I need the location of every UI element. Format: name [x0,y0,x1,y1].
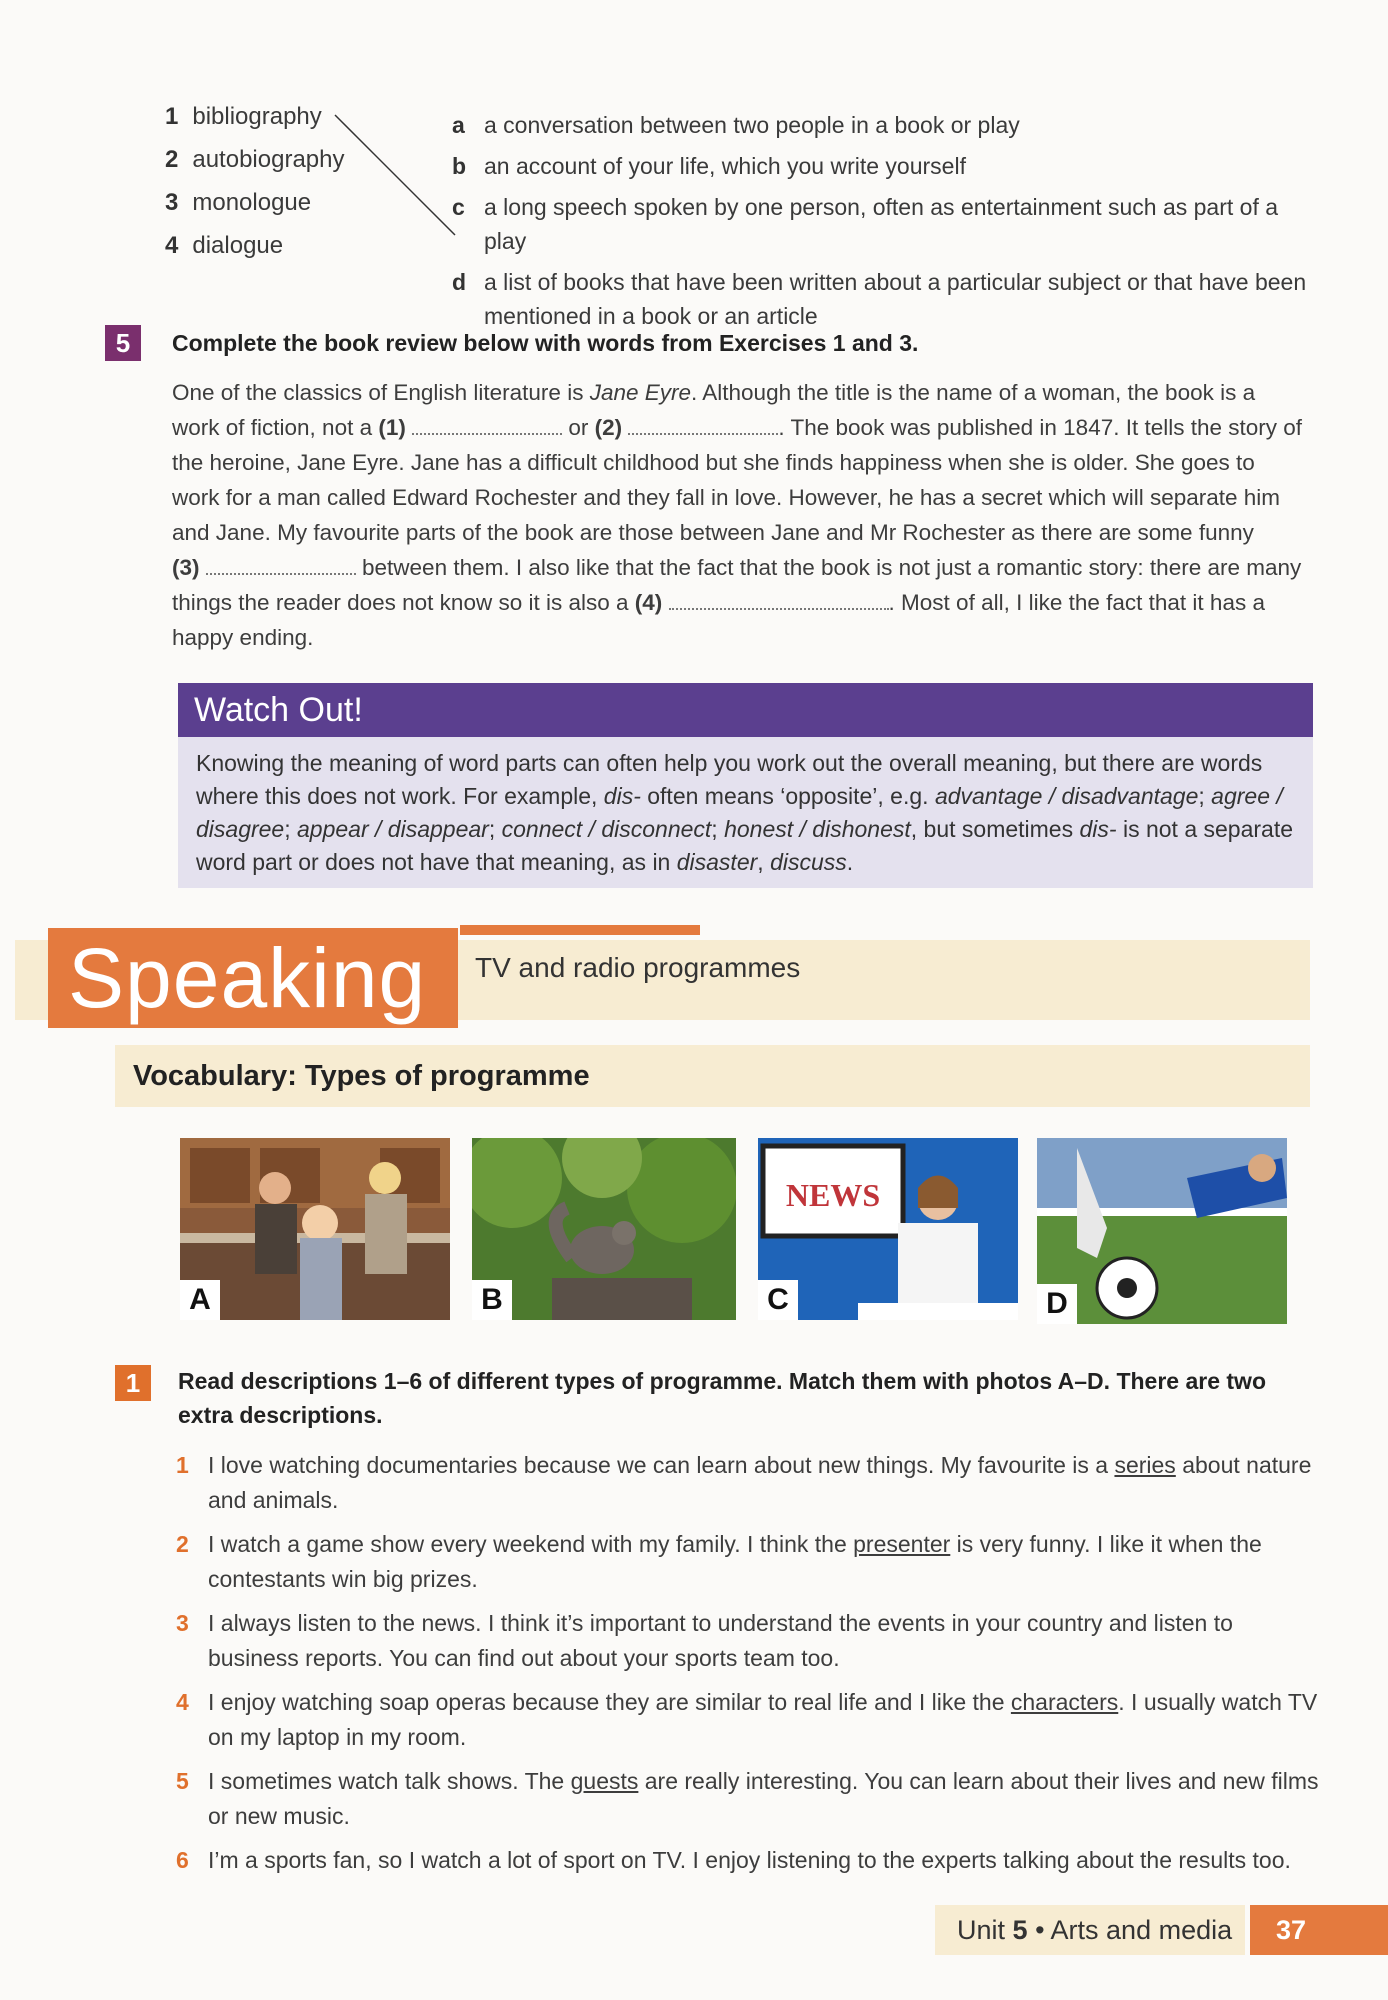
speaking-title: Speaking [48,928,458,1028]
term-item: 2 autobiography [165,146,345,173]
list-item: 5 I sometimes watch talk shows. The guests are really interesting. You can learn about their lives and new films or new music. [176,1768,1319,1829]
definition-item: d a list of books that have been written about a particular subject or that have been mentioned in a book or an article [452,269,1307,329]
list-item: 4 I enjoy watching soap operas because they are similar to real life and I like the characters. I usually watch TV on my laptop in my room. [176,1689,1318,1750]
match-answer-line [330,110,460,240]
photo-label: D [1037,1284,1077,1324]
photo-a [180,1138,450,1320]
news-screen-text: NEWS [785,1177,881,1213]
watch-out-box [178,683,1313,888]
gap-2-blank[interactable] [628,415,778,435]
photo-label: B [472,1280,512,1320]
list-item: 6 I’m a sports fan, so I watch a lot of sport on TV. I enjoy listening to the experts talking about the results too. [176,1847,1291,1873]
photo-c [758,1138,1018,1320]
photo-label: A [180,1280,220,1320]
gap-3-blank[interactable] [206,555,356,575]
page-number: 37 [1250,1905,1388,1955]
photo-d [1037,1138,1287,1324]
gap-1-blank[interactable] [412,415,562,435]
list-item: 1 I love watching documentaries because we can learn about new things. My favourite is a series about nature and animals. [176,1452,1312,1513]
match-definitions [452,108,1312,340]
watch-out-text: Knowing the meaning of word parts can often help you work out the overall meaning, but there are words where this does not work. For example, dis- often means ‘opposite’, e.g. advantage / disadvantage; agree / disagree; appear / disappear; connect / disconnect; honest / dishonest, but sometimes dis- is not a separate word part or does not have that meaning, as in disaster, discuss. [196,750,1294,875]
vocabulary-heading: Vocabulary: Types of programme [115,1045,1310,1107]
descriptions-list [176,1448,1326,1887]
photo-b [472,1138,736,1320]
definition-item: a a conversation between two people in a book or play [452,112,1020,138]
term-item: 3 monologue [165,189,312,216]
term-item: 1 bibliography [165,103,322,130]
speaking-subtitle: TV and radio programmes [475,952,801,983]
term-item: 4 dialogue [165,232,284,259]
list-item: 2 I watch a game show every weekend with my family. I think the presenter is very funny. I like it when the contestants win big prizes. [176,1531,1262,1592]
list-item: 3 I always listen to the news. I think it’s important to understand the events in your country and listen to business reports. You can find out about your sports team too. [176,1610,1233,1671]
footer-unit: Unit 5 • Arts and media [935,1905,1245,1955]
exercise-1-title: Read descriptions 1–6 of different types of programme. Match them with photos A–D. There are two extra descriptions. [178,1368,1266,1428]
definition-item: c a long speech spoken by one person, often as entertainment such as part of a play [452,194,1279,254]
watch-out-heading: Watch Out! [178,683,1313,737]
exercise-5-title: Complete the book review below with words from Exercises 1 and 3. [172,330,919,356]
definition-item: b an account of your life, which you write yourself [452,153,966,179]
speaking-stripe [460,925,700,935]
exercise-5-number: 5 [105,325,141,361]
photo-label: C [758,1280,798,1320]
book-review-text: One of the classics of English literature is Jane Eyre. Although the title is the name of a woman, the book is a work of fiction, not a (1) or (2) . The book was published in 1847. It tells the story of the heroine, Jane Eyre. Jane has a difficult childhood but she finds happiness when she is older. She goes to work for a man called Edward Rochester and they fall in love. However, he has a secret which will separate him and Jane. My favourite parts of the book are those between Jane and Mr Rochester as there are some funny (3) between them. I also like that the fact that the book is not just a romantic story: there are many things the reader does not know so it is also a (4) . Most of all, I like the fact that it has a happy ending. [172,380,1303,650]
gap-4-blank[interactable] [669,590,889,610]
exercise-1-number: 1 [115,1365,151,1401]
family-kitchen-image [180,1138,450,1320]
